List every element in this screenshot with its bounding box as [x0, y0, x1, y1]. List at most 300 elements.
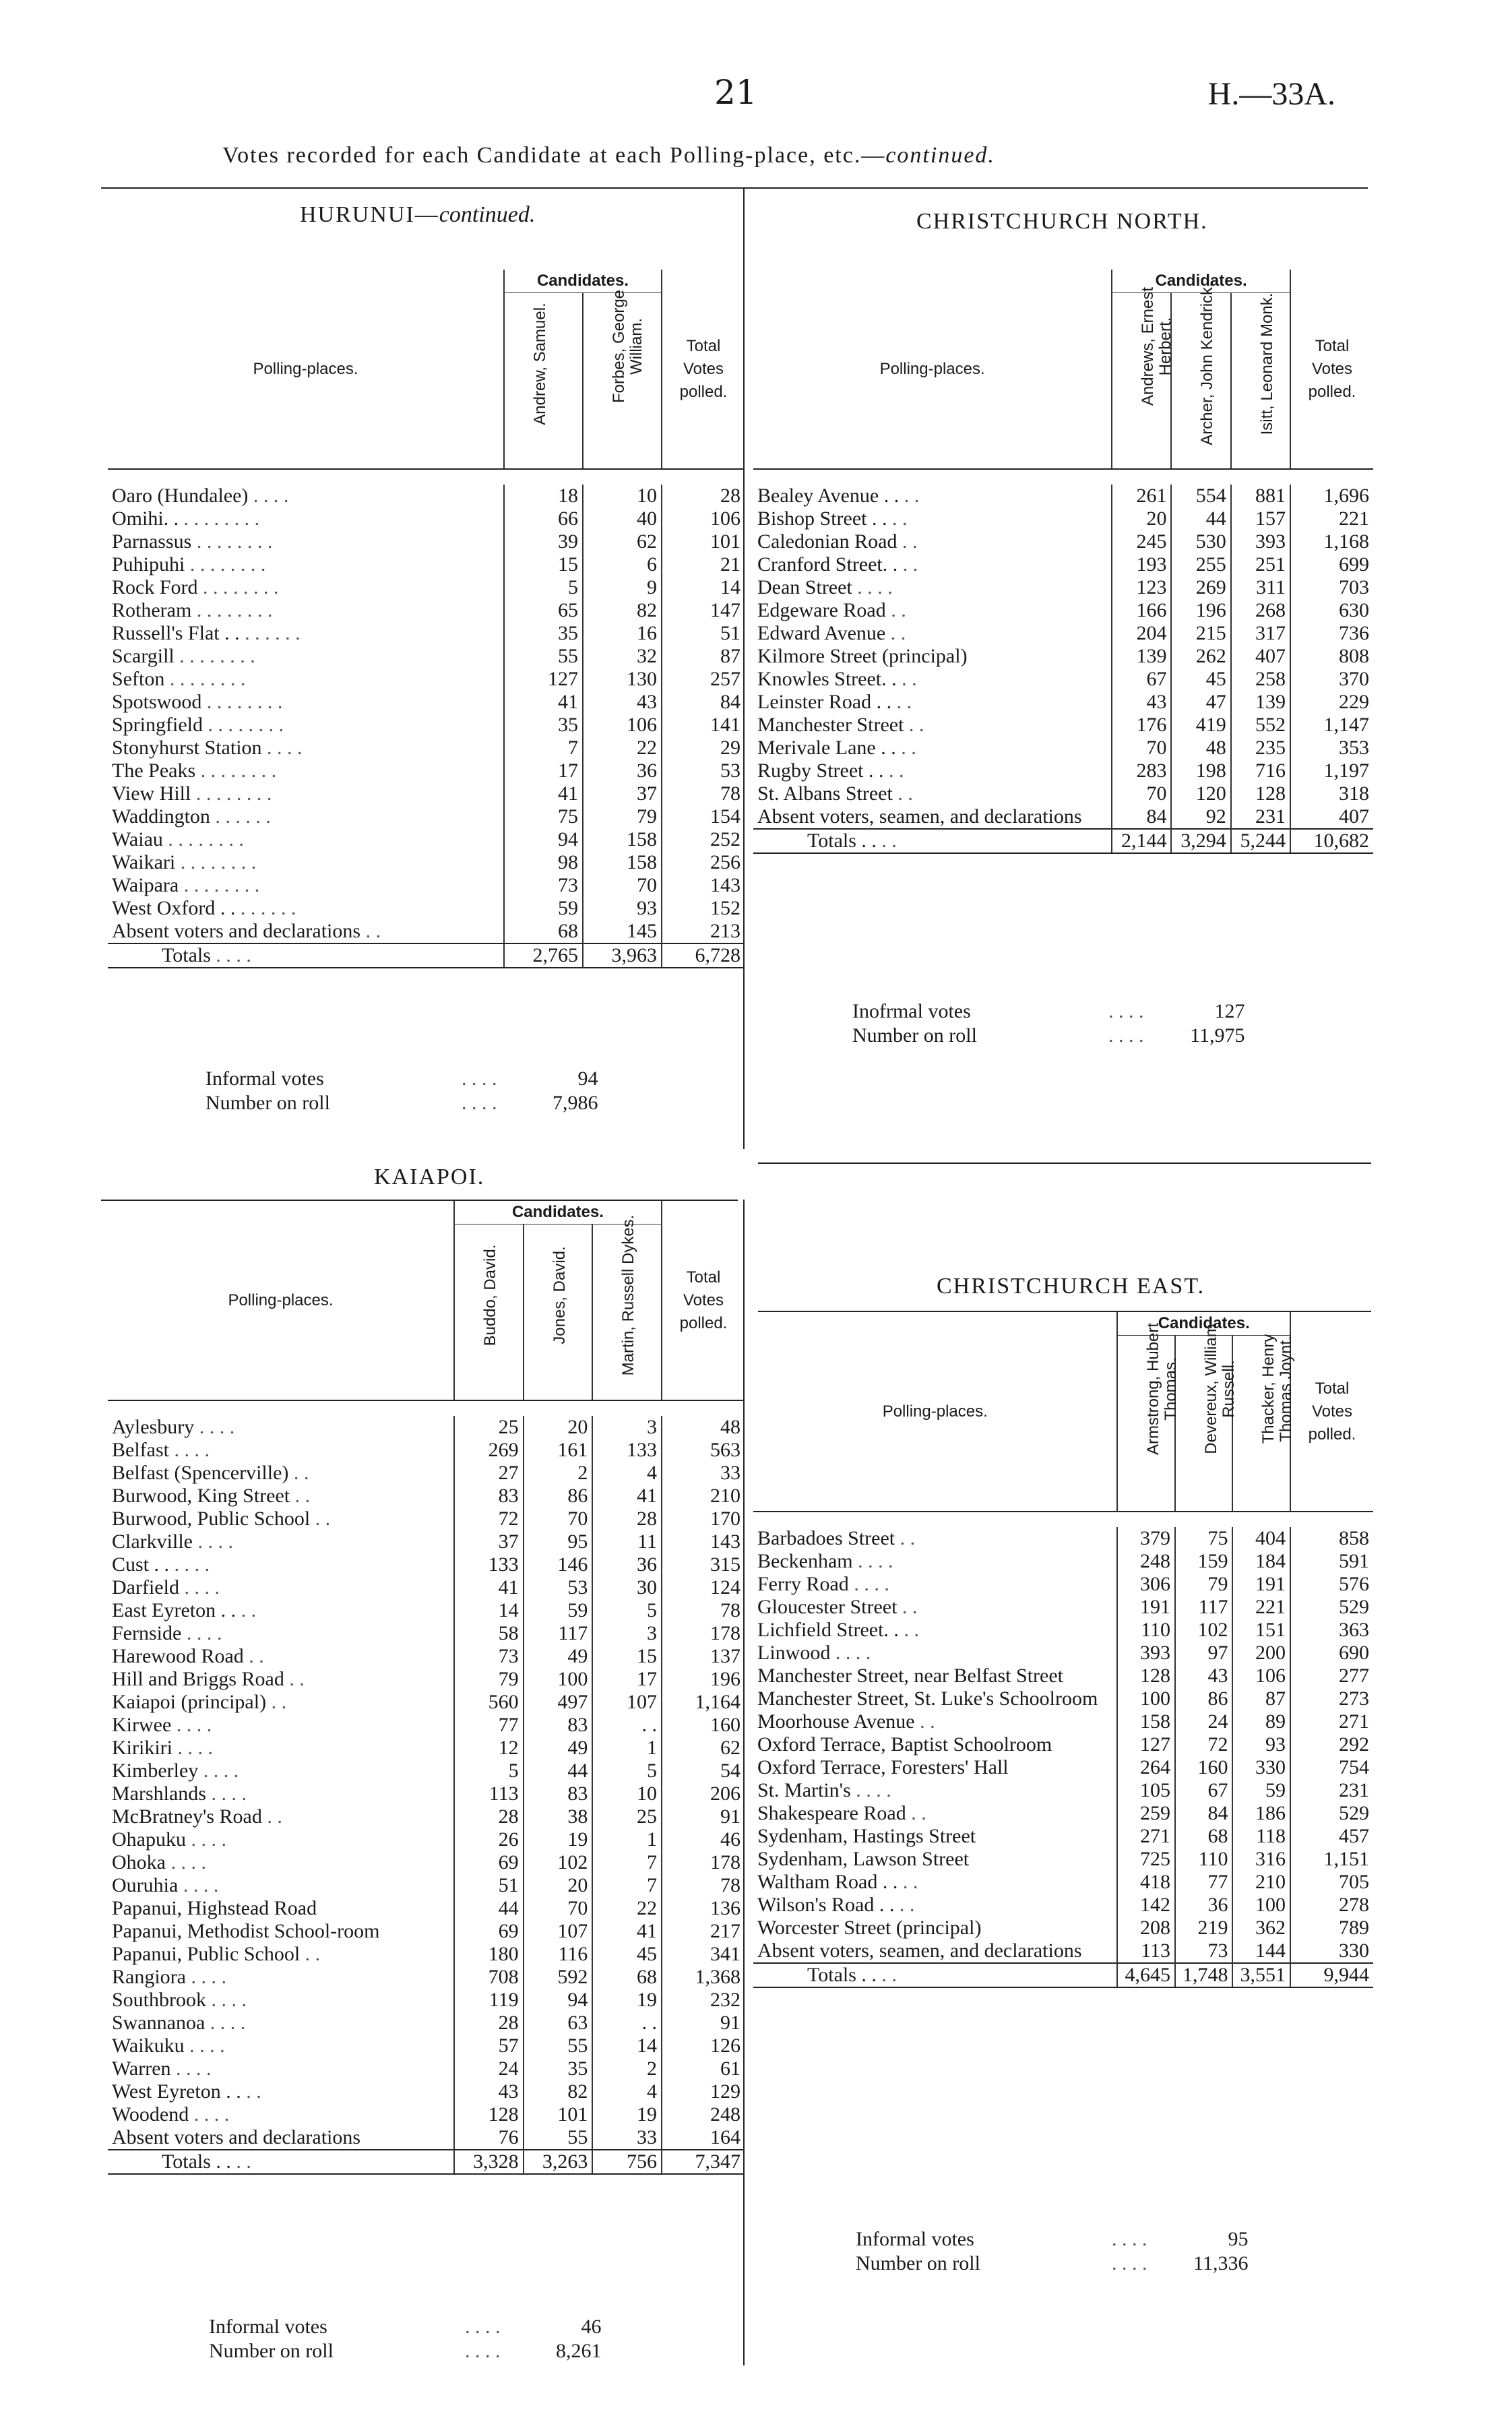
- votes-cell: 407: [1231, 645, 1290, 668]
- votes-cell: 15: [592, 1645, 662, 1668]
- candidate-name: Thacker, Henry Thomas Joynt.: [1259, 1334, 1296, 1444]
- votes-cell: 49: [524, 1645, 593, 1668]
- christchurch-east-table: [753, 1312, 1373, 1988]
- total-votes-cell: 33: [662, 1462, 745, 1485]
- total-votes-cell: 14: [662, 576, 745, 599]
- votes-cell: 18: [504, 485, 583, 507]
- votes-cell: 184: [1232, 1550, 1290, 1573]
- informal-votes-value: 127: [1214, 1000, 1245, 1022]
- votes-cell: 17: [592, 1668, 662, 1691]
- candidate-name: Martin, Russell Dykes.: [619, 1214, 638, 1376]
- table-row: Ouruhia . . . . 51 20 7 78: [108, 1874, 745, 1897]
- polling-place: Totals . .: [162, 2150, 231, 2173]
- roll-label: Number on roll: [852, 1024, 977, 1047]
- polling-place: Sydenham, Hastings Street: [757, 1825, 976, 1847]
- votes-cell: 30: [592, 1576, 662, 1599]
- votes-cell: 5: [504, 576, 583, 599]
- candidate-name: Archer, John Kendrick.: [1198, 282, 1217, 445]
- total-votes-cell: 78: [662, 782, 745, 805]
- polling-place: St. Albans Street: [757, 782, 893, 805]
- votes-cell: 176: [1112, 714, 1171, 737]
- table-row: Shakespeare Road . . 259 84 186 529: [753, 1802, 1373, 1825]
- table-row: Springfield . . . . . . . . 35 106 141: [108, 714, 745, 737]
- table-row: Swannanoa . . . . 28 63 . . 91: [108, 2012, 745, 2035]
- votes-cell: 258: [1231, 668, 1290, 691]
- table-row: Fernside . . . . 58 117 3 178: [108, 1622, 745, 1645]
- votes-cell: 530: [1171, 530, 1230, 553]
- total-votes-cell: 48: [662, 1416, 745, 1439]
- votes-cell: 251: [1231, 553, 1290, 576]
- votes-cell: 107: [592, 1691, 662, 1714]
- votes-cell: 268: [1231, 599, 1290, 622]
- polling-place: Kirikiri: [112, 1737, 172, 1759]
- table-row: West Oxford . . . . . . . . 59 93 152: [108, 897, 745, 920]
- roll-label: Number on roll: [856, 2252, 980, 2274]
- votes-cell: 210: [1232, 1871, 1290, 1894]
- votes-cell: 70: [1112, 737, 1171, 759]
- total-votes-cell: 143: [662, 1530, 745, 1553]
- total-votes-cell: 101: [662, 530, 745, 553]
- votes-cell: 15: [504, 553, 583, 576]
- votes-cell: 261: [1112, 485, 1171, 507]
- table-row: Merivale Lane . . . . 70 48 235 353: [753, 737, 1373, 759]
- polling-place: Totals . .: [807, 1964, 877, 1986]
- total-votes-cell: 141: [662, 714, 745, 737]
- votes-cell: 127: [504, 668, 583, 691]
- polling-place: West Eyreton . .: [112, 2080, 241, 2103]
- total-votes-cell: 315: [662, 1553, 745, 1576]
- votes-cell: 4: [592, 1462, 662, 1485]
- total-votes-cell: 124: [662, 1576, 745, 1599]
- christchurch-north-footer: Inofrmal votes . . . . 127 Number on roll . . . . 11,975: [852, 1000, 1245, 1047]
- votes-cell: 3,963: [583, 943, 662, 968]
- votes-cell: 98: [504, 851, 583, 874]
- votes-cell: 11: [592, 1530, 662, 1553]
- document-reference: H.—33A.: [1207, 76, 1335, 112]
- votes-cell: 20: [524, 1874, 593, 1897]
- votes-cell: 59: [524, 1599, 593, 1622]
- votes-cell: 67: [1112, 668, 1171, 691]
- candidate-name: Andrews, Ernest Herbert.: [1139, 286, 1175, 406]
- votes-cell: 113: [454, 1782, 524, 1805]
- votes-cell: 100: [524, 1668, 593, 1691]
- polling-place: Ohoka: [112, 1851, 166, 1873]
- votes-cell: 79: [1175, 1573, 1233, 1596]
- polling-place: Moorhouse Avenue: [757, 1710, 915, 1733]
- total-votes-cell: 407: [1290, 805, 1373, 829]
- votes-cell: 43: [454, 2080, 524, 2103]
- polling-place: Warren: [112, 2057, 171, 2080]
- total-votes-cell: 754: [1290, 1756, 1373, 1779]
- votes-cell: 6: [583, 553, 662, 576]
- total-votes-cell: 789: [1290, 1917, 1373, 1940]
- votes-cell: 83: [524, 1782, 593, 1805]
- candidate-header: [1231, 293, 1290, 470]
- table-row: Marshlands . . . . 113 83 10 206: [108, 1782, 745, 1805]
- votes-cell: 86: [524, 1485, 593, 1508]
- votes-cell: 193: [1112, 553, 1171, 576]
- table-row: Waipara . . . . . . . . 73 70 143: [108, 874, 745, 897]
- votes-cell: 1: [592, 1828, 662, 1851]
- votes-cell: 144: [1232, 1940, 1290, 1963]
- votes-cell: 43: [1175, 1665, 1233, 1687]
- polling-place: Waikari: [112, 851, 176, 873]
- polling-place: Totals: [162, 944, 211, 966]
- votes-cell: 28: [454, 1805, 524, 1828]
- table-row: Russell's Flat . . . . . . . . 35 16 51: [108, 622, 745, 645]
- title-divider: [101, 187, 1368, 189]
- total-votes-cell: 10,682: [1290, 829, 1373, 853]
- votes-cell: 101: [524, 2103, 593, 2126]
- informal-votes-label: Inofrmal votes: [852, 1000, 971, 1022]
- votes-cell: 37: [583, 782, 662, 805]
- votes-cell: 43: [1112, 691, 1171, 714]
- table-row: Rugby Street . . . . 283 198 716 1,197: [753, 759, 1373, 782]
- votes-cell: 708: [454, 1966, 524, 1989]
- votes-cell: 404: [1232, 1527, 1290, 1550]
- polling-place: Papanui, Highstead Road: [112, 1897, 317, 1919]
- votes-cell: 271: [1117, 1825, 1175, 1848]
- title-main: Votes recorded for each Candidate at each Polling-place, etc.—: [222, 143, 886, 168]
- total-votes-header: Total Votes polled.: [662, 270, 745, 469]
- votes-cell: 130: [583, 668, 662, 691]
- table-row: Cust . . . . . . 133 146 36 315: [108, 1553, 745, 1576]
- christchurch-east-heading: CHRISTCHURCH EAST.: [937, 1274, 1205, 1299]
- polling-place: Leinster Road . .: [757, 691, 892, 713]
- votes-cell: 245: [1112, 530, 1171, 553]
- votes-cell: 127: [1117, 1733, 1175, 1756]
- table-row: Kirikiri . . . . 12 49 1 62: [108, 1737, 745, 1760]
- table-row: [753, 1665, 1373, 1687]
- votes-cell: 55: [504, 645, 583, 668]
- totals-row: Totals . . . . 2,144 3,294 5,244 10,682: [753, 829, 1373, 853]
- votes-cell: 215: [1171, 622, 1230, 645]
- polling-place: Manchester Street, St. Luke's Schoolroom: [757, 1687, 1098, 1710]
- total-votes-cell: 28: [662, 485, 745, 507]
- total-votes-cell: 271: [1290, 1710, 1373, 1733]
- candidate-header: [1112, 286, 1175, 470]
- votes-cell: 5: [454, 1760, 524, 1782]
- votes-cell: 70: [524, 1897, 593, 1920]
- votes-cell: 79: [454, 1668, 524, 1691]
- table-row: Absent voters and declarations . . 68 145 213: [108, 920, 745, 943]
- polling-place: Oxford Terrace, Baptist Schoolroom: [757, 1733, 1052, 1756]
- total-votes-cell: 170: [662, 1508, 745, 1530]
- total-votes-cell: 7,347: [662, 2150, 745, 2174]
- polling-place: Kilmore Street (principal): [757, 645, 968, 667]
- table-row: Papanui, Public School . . 180 116 45 341: [108, 1943, 745, 1966]
- polling-place: Hill and Briggs Road: [112, 1668, 284, 1690]
- candidate-name: Forbes, George William.: [609, 289, 645, 404]
- votes-cell: 70: [583, 874, 662, 897]
- votes-cell: 57: [454, 2035, 524, 2057]
- votes-cell: 19: [592, 1989, 662, 2012]
- votes-cell: 36: [592, 1553, 662, 1576]
- candidate-header: [1171, 282, 1230, 470]
- kaiapoi-footer: Informal votes . . . . 46 Number on roll . . . . 8,261: [209, 2316, 602, 2362]
- table-row: Edgeware Road . . 166 196 268 630: [753, 599, 1373, 622]
- total-votes-cell: 529: [1290, 1596, 1373, 1619]
- votes-cell: 133: [592, 1439, 662, 1462]
- votes-cell: . .: [592, 1714, 662, 1737]
- votes-cell: 62: [583, 530, 662, 553]
- votes-cell: 83: [524, 1714, 593, 1737]
- votes-cell: 58: [454, 1622, 524, 1645]
- votes-cell: 44: [454, 1897, 524, 1920]
- votes-cell: 87: [1232, 1687, 1290, 1710]
- votes-cell: 93: [1232, 1733, 1290, 1756]
- votes-cell: 19: [524, 1828, 593, 1851]
- total-votes-cell: 858: [1290, 1527, 1373, 1550]
- informal-votes-label: Informal votes: [856, 2228, 974, 2250]
- votes-cell: 36: [1175, 1894, 1233, 1917]
- votes-cell: 221: [1232, 1596, 1290, 1619]
- votes-cell: 106: [583, 714, 662, 737]
- total-votes-cell: 808: [1290, 645, 1373, 668]
- table-row: Edward Avenue . . 204 215 317 736: [753, 622, 1373, 645]
- votes-cell: 77: [454, 1714, 524, 1737]
- total-votes-cell: 703: [1290, 576, 1373, 599]
- polling-place: Burwood, King Street: [112, 1485, 290, 1507]
- votes-cell: 45: [592, 1943, 662, 1966]
- table-row: Waikuku . . . . 57 55 14 126: [108, 2035, 745, 2057]
- votes-cell: 158: [583, 851, 662, 874]
- table-row: Darfield . . . . 41 53 30 124: [108, 1576, 745, 1599]
- votes-cell: 419: [1171, 714, 1230, 737]
- total-votes-cell: 6,728: [662, 943, 745, 968]
- polling-place: Merivale Lane . .: [757, 737, 896, 759]
- polling-place: Manchester Street, near Belfast Street: [757, 1665, 1063, 1687]
- polling-place: Marshlands: [112, 1782, 206, 1805]
- candidate-name: Andrew, Samuel.: [530, 303, 549, 425]
- total-votes-cell: 363: [1290, 1619, 1373, 1642]
- candidates-header: Candidates.: [1117, 1312, 1290, 1336]
- total-votes-cell: 164: [662, 2126, 745, 2150]
- total-votes-cell: 229: [1290, 691, 1373, 714]
- votes-cell: 262: [1171, 645, 1230, 668]
- polling-place: Shakespeare Road: [757, 1802, 906, 1824]
- votes-cell: 24: [454, 2057, 524, 2080]
- total-votes-cell: 91: [662, 1805, 745, 1828]
- votes-cell: 198: [1171, 759, 1230, 782]
- votes-cell: 65: [504, 599, 583, 622]
- votes-cell: 235: [1231, 737, 1290, 759]
- votes-cell: 17: [504, 759, 583, 782]
- polling-place: Cranford Street. .: [757, 553, 898, 576]
- polling-place: Russell's Flat . .: [112, 622, 240, 644]
- votes-cell: 7: [592, 1851, 662, 1874]
- votes-cell: 139: [1112, 645, 1171, 668]
- polling-place: Ohapuku: [112, 1828, 186, 1851]
- votes-cell: 204: [1112, 622, 1171, 645]
- polling-places-header: Polling-places.: [753, 1312, 1117, 1512]
- total-votes-cell: 21: [662, 553, 745, 576]
- votes-cell: 68: [1175, 1825, 1233, 1848]
- candidate-name: Buddo, David.: [480, 1244, 499, 1346]
- table-row: [753, 1687, 1373, 1710]
- total-votes-cell: 529: [1290, 1802, 1373, 1825]
- total-votes-cell: 1,168: [1290, 530, 1373, 553]
- votes-cell: 191: [1117, 1596, 1175, 1619]
- polling-place: Waltham Road . .: [757, 1871, 898, 1893]
- votes-cell: 28: [454, 2012, 524, 2035]
- votes-cell: 3,328: [454, 2150, 524, 2174]
- votes-cell: 158: [1117, 1710, 1175, 1733]
- votes-cell: 26: [454, 1828, 524, 1851]
- roll-value: 11,336: [1193, 2252, 1249, 2274]
- candidate-header: [524, 1224, 593, 1401]
- votes-cell: 69: [454, 1920, 524, 1943]
- votes-cell: 41: [504, 691, 583, 714]
- votes-cell: 128: [454, 2103, 524, 2126]
- total-votes-cell: 341: [662, 1943, 745, 1966]
- votes-cell: 196: [1171, 599, 1230, 622]
- votes-cell: 145: [583, 920, 662, 943]
- table-row: [753, 1825, 1373, 1848]
- votes-cell: 881: [1231, 485, 1290, 507]
- polling-place: Ferry Road: [757, 1573, 849, 1595]
- total-votes-cell: 152: [662, 897, 745, 920]
- polling-place: Bealey Avenue . .: [757, 485, 900, 507]
- votes-cell: 10: [592, 1782, 662, 1805]
- polling-place: Ouruhia: [112, 1874, 179, 1896]
- polling-place: Papanui, Public School: [112, 1943, 301, 1965]
- polling-place: Beckenham: [757, 1550, 853, 1572]
- total-votes-cell: 1,147: [1290, 714, 1373, 737]
- votes-cell: 68: [592, 1966, 662, 1989]
- polling-place: Edgeware Road: [757, 599, 886, 621]
- informal-votes-value: 94: [577, 1067, 598, 1090]
- table-row: [753, 805, 1373, 829]
- polling-place: Wilson's Road . .: [757, 1894, 895, 1916]
- polling-place: Waikuku: [112, 2035, 185, 2057]
- total-votes-cell: 736: [1290, 622, 1373, 645]
- votes-cell: 47: [1171, 691, 1230, 714]
- votes-cell: 3,551: [1232, 1963, 1290, 1987]
- votes-cell: 92: [1171, 805, 1230, 829]
- table-row: Waikari . . . . . . . . 98 158 256: [108, 851, 745, 874]
- north-end-rule: [758, 1162, 1371, 1164]
- votes-cell: 35: [504, 714, 583, 737]
- total-votes-cell: 248: [662, 2103, 745, 2126]
- votes-cell: 316: [1232, 1848, 1290, 1871]
- votes-cell: 55: [524, 2035, 593, 2057]
- votes-cell: 219: [1175, 1917, 1233, 1940]
- votes-cell: 255: [1171, 553, 1230, 576]
- candidate-header: [592, 1214, 662, 1401]
- table-row: Kirwee . . . . 77 83 . . 160: [108, 1714, 745, 1737]
- table-row: Cranford Street. . . . 193 255 251 699: [753, 553, 1373, 576]
- votes-cell: 22: [592, 1897, 662, 1920]
- table-row: Waddington . . . . . . 75 79 154: [108, 805, 745, 828]
- votes-cell: 418: [1117, 1871, 1175, 1894]
- polling-place: Woodend: [112, 2103, 189, 2126]
- votes-cell: 592: [524, 1966, 593, 1989]
- table-row: [108, 2126, 745, 2150]
- total-votes-cell: 87: [662, 645, 745, 668]
- table-row: Ohapuku . . . . 26 19 1 46: [108, 1828, 745, 1851]
- hurunui-continued: continued.: [439, 202, 536, 227]
- votes-cell: 27: [454, 1462, 524, 1485]
- total-votes-cell: 221: [1290, 507, 1373, 530]
- votes-cell: 166: [1112, 599, 1171, 622]
- table-row: [753, 1917, 1373, 1940]
- total-votes-cell: 78: [662, 1599, 745, 1622]
- polling-place: Oaro (Hundalee): [112, 485, 249, 507]
- polling-place: Omihi. .: [112, 507, 179, 530]
- total-votes-cell: 129: [662, 2080, 745, 2103]
- total-votes-cell: 46: [662, 1828, 745, 1851]
- votes-cell: 48: [1171, 737, 1230, 759]
- polling-places-header: Polling-places.: [753, 270, 1112, 469]
- votes-cell: 76: [454, 2126, 524, 2150]
- christchurch-north-heading: CHRISTCHURCH NORTH.: [916, 209, 1208, 234]
- votes-cell: 19: [592, 2103, 662, 2126]
- polling-place: Papanui, Methodist School-room: [112, 1920, 380, 1942]
- polling-place: Bishop Street . .: [757, 507, 887, 530]
- polling-place: View Hill: [112, 782, 191, 805]
- total-votes-cell: 273: [1290, 1687, 1373, 1710]
- roll-value: 8,261: [556, 2340, 602, 2362]
- votes-cell: 16: [583, 622, 662, 645]
- votes-cell: 53: [524, 1576, 593, 1599]
- roll-value: 7,986: [553, 1092, 598, 1114]
- polling-place: Burwood, Public School: [112, 1508, 311, 1530]
- votes-cell: 3: [592, 1622, 662, 1645]
- votes-cell: 393: [1117, 1642, 1175, 1665]
- votes-cell: 35: [504, 622, 583, 645]
- hurunui-heading: [300, 202, 535, 228]
- votes-cell: 36: [583, 759, 662, 782]
- informal-votes-value: 95: [1228, 2228, 1249, 2250]
- table-row: Omihi. . . . . . . . . . 66 40 106: [108, 507, 745, 530]
- total-votes-cell: 178: [662, 1622, 745, 1645]
- candidates-header: Candidates.: [1112, 270, 1290, 293]
- votes-cell: 269: [1171, 576, 1230, 599]
- total-votes-cell: 136: [662, 1897, 745, 1920]
- totals-row: Totals . . . . 2,765 3,963 6,728: [108, 943, 745, 968]
- table-row: Moorhouse Avenue . . 158 24 89 271: [753, 1710, 1373, 1733]
- table-row: Bealey Avenue . . . . 261 554 881 1,696: [753, 485, 1373, 507]
- candidate-name: Jones, David.: [550, 1246, 569, 1344]
- votes-cell: 259: [1117, 1802, 1175, 1825]
- votes-cell: 311: [1231, 576, 1290, 599]
- votes-cell: 33: [592, 2126, 662, 2150]
- votes-cell: 51: [454, 1874, 524, 1897]
- total-votes-cell: 252: [662, 828, 745, 851]
- votes-cell: 9: [583, 576, 662, 599]
- table-row: Sefton . . . . . . . . 127 130 257: [108, 668, 745, 691]
- candidate-header: [504, 293, 583, 470]
- total-votes-cell: 576: [1290, 1573, 1373, 1596]
- roll-label: Number on roll: [206, 1092, 330, 1114]
- table-row: Hill and Briggs Road . . 79 100 17 196: [108, 1668, 745, 1691]
- votes-cell: 756: [592, 2150, 662, 2174]
- christchurch-east-footer: Informal votes . . . . 95 Number on roll . . . . 11,336: [856, 2228, 1249, 2274]
- table-row: Belfast (Spencerville) . . 27 2 4 33: [108, 1462, 745, 1485]
- votes-cell: 110: [1175, 1848, 1233, 1871]
- votes-cell: 180: [454, 1943, 524, 1966]
- candidate-header: [1232, 1334, 1296, 1512]
- polling-place: Darfield: [112, 1576, 179, 1599]
- totals-row: Totals . . . . 4,645 1,748 3,551 9,944: [753, 1963, 1373, 1987]
- votes-cell: 70: [1112, 782, 1171, 805]
- total-votes-cell: 106: [662, 507, 745, 530]
- polling-places-header: Polling-places.: [108, 1201, 454, 1400]
- table-row: Beckenham . . . . 248 159 184 591: [753, 1550, 1373, 1573]
- polling-place: Scargill: [112, 645, 175, 667]
- total-votes-cell: 318: [1290, 782, 1373, 805]
